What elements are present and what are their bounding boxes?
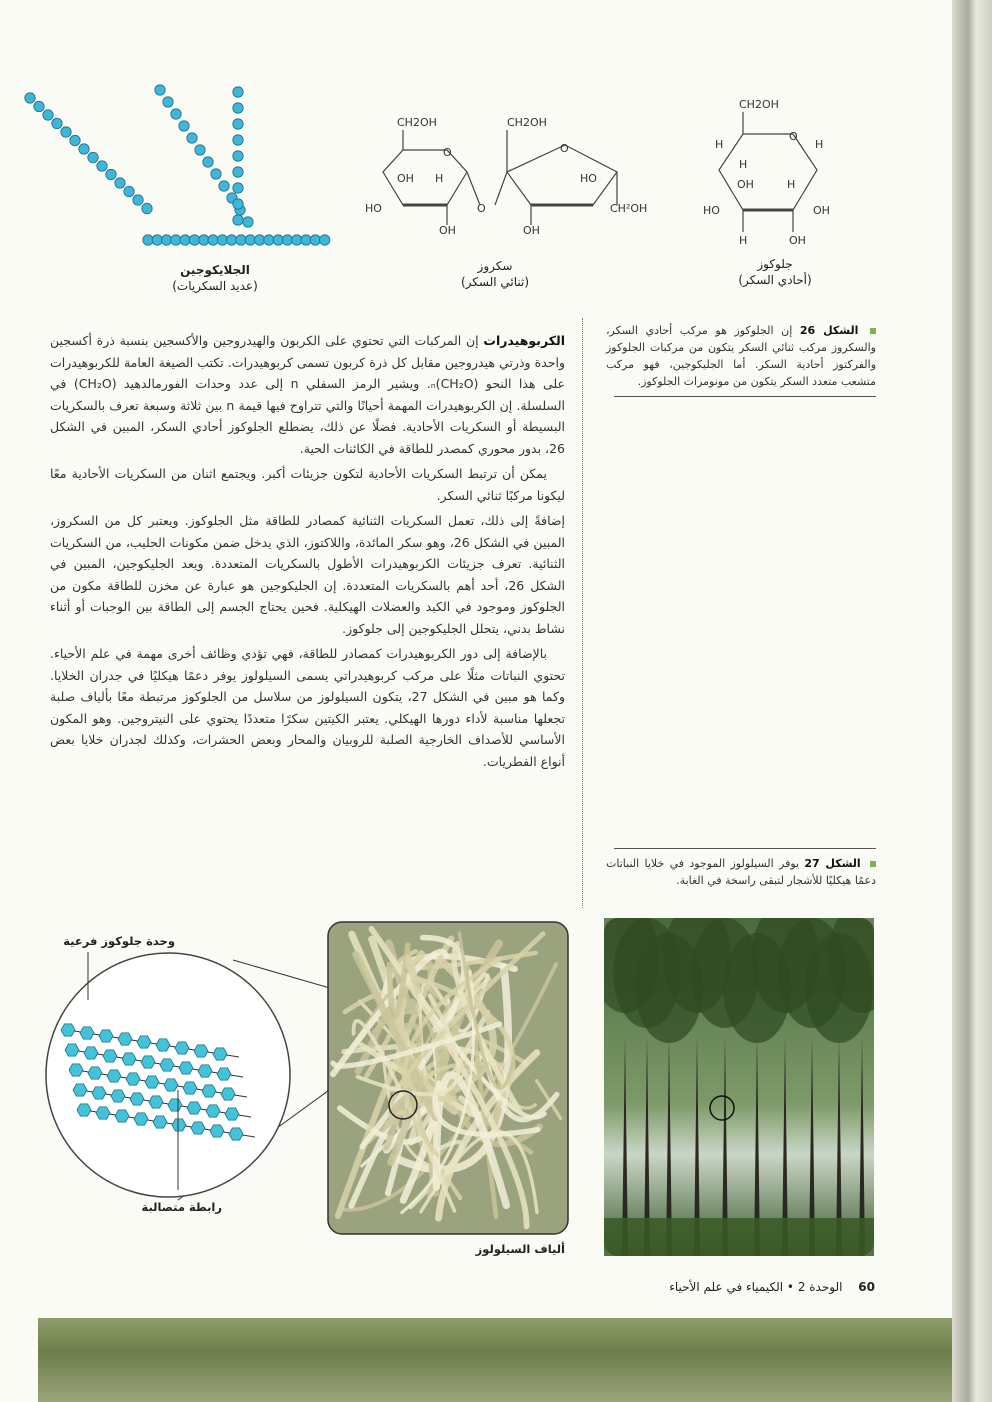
glucose-hexagon bbox=[194, 1045, 208, 1057]
glucose-hexagon bbox=[137, 1036, 151, 1048]
glucose-bead bbox=[282, 235, 292, 245]
caption-figure-26 bbox=[606, 322, 876, 397]
glucose-oh-2: OH bbox=[813, 204, 830, 217]
glucose-bead bbox=[97, 161, 107, 171]
glucose-hexagon bbox=[175, 1042, 189, 1054]
glucose-oh-3: OH bbox=[789, 234, 806, 247]
glucose-bead bbox=[124, 186, 134, 196]
glucose-oh-1: OH bbox=[737, 178, 754, 191]
sucrose-ch2oh-alt: CH²OH bbox=[610, 202, 648, 215]
sucrose-ho-1: HO bbox=[365, 202, 382, 215]
glucose-bead bbox=[264, 235, 274, 245]
glucose-bead bbox=[233, 167, 243, 177]
glucose-bead bbox=[227, 235, 237, 245]
glucose-hexagon bbox=[88, 1067, 102, 1079]
glucose-hexagon bbox=[73, 1084, 87, 1096]
sucrose-o-right: O bbox=[560, 142, 569, 155]
glucose-hexagon bbox=[141, 1056, 155, 1068]
glucose-bead bbox=[115, 178, 125, 188]
glucose-bead bbox=[233, 183, 243, 193]
glucose-bead bbox=[320, 235, 330, 245]
glucose-bead bbox=[34, 101, 44, 111]
glucose-hexagon bbox=[84, 1047, 98, 1059]
glucose-bead bbox=[142, 203, 152, 213]
glucose-ring bbox=[719, 134, 817, 210]
sucrose-ring-left bbox=[383, 150, 467, 205]
glucose-structure bbox=[695, 92, 855, 252]
sucrose-name: سكروز bbox=[477, 259, 513, 273]
magnified-circle bbox=[46, 953, 290, 1197]
glucose-bead bbox=[310, 235, 320, 245]
sucrose-ho-2: HO bbox=[580, 172, 597, 185]
glucose-ch2oh: CH2OH bbox=[739, 98, 779, 111]
glucose-bead bbox=[254, 235, 264, 245]
glucose-hexagon bbox=[202, 1085, 216, 1097]
glucose-bead bbox=[171, 235, 181, 245]
glucose-bead bbox=[52, 118, 62, 128]
branch-glucose-label: وحدة جلوكوز فرعية bbox=[63, 934, 175, 948]
cellulose-fibers-label: ألياف السيلولوز bbox=[475, 1242, 565, 1256]
term-carbohydrates: الكربوهيدرات bbox=[483, 333, 565, 348]
page-number: 60 bbox=[858, 1280, 875, 1294]
glycogen-illustration bbox=[20, 80, 340, 260]
glucose-hexagon bbox=[213, 1048, 227, 1060]
glucose-bead bbox=[233, 87, 243, 97]
glucose-hexagon bbox=[92, 1087, 106, 1099]
paragraph-4: بالإضافة إلى دور الكربوهيدرات كمصادر للطاقة، فهي تؤدي وظائف أخرى مهمة في علم الأحياء. تحتوي النباتات مثلًا على مركب كربوهيدراتي يسمى السيلولوز يوفر دعمًا هيكليًا في جدران الخلايا. وكما هو مبين في الشكل 27، يتكون السيلولوز من سلاسل من الجلوكوز مرتبطة معًا بألياف صلبة تجعلها مناسبة لأداء دورها الهيكلي. يعتبر الكيتين سكرًا متعددًا يحتوي على النيتروجين. وهو المكون الأساسي للأصداف الخارجية الصلبة للروبيان والمحار وبعض الحشرات، وكذلك لجدران خلايا بعض أنواع الفطريات. bbox=[50, 646, 566, 769]
sucrose-h-1: H bbox=[435, 172, 444, 185]
glucose-bead bbox=[88, 152, 98, 162]
glucose-hexagon bbox=[160, 1059, 174, 1071]
glucose-hexagon bbox=[65, 1044, 79, 1056]
glucose-hexagon bbox=[229, 1128, 243, 1140]
glucose-h-5: H bbox=[739, 234, 748, 247]
glucose-hexagon bbox=[191, 1122, 205, 1134]
sucrose-caption bbox=[440, 258, 550, 290]
glucose-hexagon bbox=[103, 1050, 117, 1062]
paragraph-carbohydrates bbox=[50, 330, 565, 459]
glucose-hexagon bbox=[111, 1090, 125, 1102]
glucose-bead bbox=[195, 145, 205, 155]
glucose-hexagon bbox=[183, 1082, 197, 1094]
glucose-ho: HO bbox=[703, 204, 720, 217]
glucose-bead bbox=[180, 235, 190, 245]
glucose-sub: (أحادي السكر) bbox=[738, 273, 812, 287]
glucose-bead bbox=[211, 169, 221, 179]
glucose-bead bbox=[25, 93, 35, 103]
caption-26-text: إن الجلوكوز هو مركب أحادي السكر، والسكروز مركب ثنائي السكر يتكون من مركبات الجلوكوز والفركتوز أحادية السكر. أما الجليكوجين، فهو مركب متشعب متعدد السكر يتكون من مونومرات الجلوكوز. bbox=[606, 324, 876, 388]
glucose-hexagon bbox=[107, 1070, 121, 1082]
page-edge bbox=[952, 0, 992, 1402]
caption-figure-27 bbox=[606, 848, 876, 889]
caption-27-text: يوفر السيلولوز الموجود في خلايا النباتات دعمًا هيكليًا للأشجار لتبقى راسخة في الغابة. bbox=[606, 857, 876, 887]
glucose-bead bbox=[152, 235, 162, 245]
caption-divider bbox=[614, 396, 876, 397]
glucose-h-1: H bbox=[715, 138, 724, 151]
sucrose-oh-1: OH bbox=[397, 172, 414, 185]
glucose-hexagon bbox=[187, 1102, 201, 1114]
glucose-hexagon bbox=[96, 1107, 110, 1119]
column-divider bbox=[582, 318, 583, 908]
glucose-hexagon bbox=[149, 1096, 163, 1108]
glucose-bead bbox=[161, 235, 171, 245]
caption-divider bbox=[614, 848, 876, 849]
glucose-hexagon bbox=[99, 1030, 113, 1042]
glycogen-caption bbox=[150, 262, 280, 294]
glucose-hexagon bbox=[126, 1073, 140, 1085]
glucose-hexagon bbox=[77, 1104, 91, 1116]
caption-27-label: الشكل 27 bbox=[804, 857, 861, 870]
glucose-bead bbox=[233, 199, 243, 209]
glucose-h-4: H bbox=[787, 178, 796, 191]
glucose-bead bbox=[133, 195, 143, 205]
forest-photo bbox=[604, 918, 874, 1256]
glucose-bead bbox=[106, 169, 116, 179]
glucose-bead bbox=[143, 235, 153, 245]
glucose-name: جلوكوز bbox=[757, 257, 793, 271]
glucose-bead bbox=[233, 135, 243, 145]
glucose-o: O bbox=[789, 130, 798, 143]
glucose-bead bbox=[245, 235, 255, 245]
glucose-hexagon bbox=[172, 1119, 186, 1131]
paragraph-3: إضافةً إلى ذلك، تعمل السكريات الثنائية كمصادر للطاقة مثل الجلوكوز. ويعتبر كل من السكروز، المبين في الشكل 26، وهو سكر المائدة، واللاكتوز، الذي يدخل ضمن مكونات الحليب، من السكريات الثنائية. تعرف جزيئات الكربوهيدرات الأطول بالسكريات المتعددة. ويعد الجليكوجين، المبين في الشكل 26، أحد أهم بالسكريات المتعددة. إن الجليكوجين هو عبارة عن مخزن للطاقة مكون من الجلوكوز وموجود في الكبد والعضلات الهيكلية. فحين يحتاج الجسم إلى الطاقة بين الوجبات أو أثناء نشاط بدني، يتحلل الجليكوجين إلى جلوكوز. bbox=[50, 513, 566, 636]
unit-title: الوحدة 2 • الكيمياء في علم الأحياء bbox=[669, 1280, 843, 1294]
glucose-hexagon bbox=[179, 1062, 193, 1074]
sucrose-oh-2: OH bbox=[439, 224, 456, 237]
glucose-bead bbox=[243, 217, 253, 227]
glucose-hexagon bbox=[69, 1064, 83, 1076]
glucose-bead bbox=[233, 215, 243, 225]
page-footer bbox=[560, 1280, 875, 1294]
glucose-bead bbox=[155, 85, 165, 95]
glucose-hexagon bbox=[153, 1116, 167, 1128]
glucose-bead bbox=[171, 109, 181, 119]
glucose-hexagon bbox=[118, 1033, 132, 1045]
glucose-hexagon bbox=[225, 1108, 239, 1120]
glucose-bead bbox=[179, 121, 189, 131]
glucose-hexagon bbox=[145, 1076, 159, 1088]
glucose-bead bbox=[163, 97, 173, 107]
glucose-bead bbox=[273, 235, 283, 245]
glucose-h-3: H bbox=[739, 158, 748, 171]
glucose-bead bbox=[70, 135, 80, 145]
glucose-hexagon bbox=[115, 1110, 129, 1122]
sucrose-ch2oh-right: CH2OH bbox=[507, 116, 547, 129]
glucose-hexagon bbox=[206, 1105, 220, 1117]
glucose-bead bbox=[219, 181, 229, 191]
glucose-bead bbox=[217, 235, 227, 245]
sucrose-sub: (ثنائي السكر) bbox=[460, 275, 530, 289]
glucose-bead bbox=[189, 235, 199, 245]
glucose-hexagon bbox=[198, 1065, 212, 1077]
glucose-hexagon bbox=[164, 1079, 178, 1091]
glucose-bead bbox=[301, 235, 311, 245]
glucose-bead bbox=[236, 235, 246, 245]
sucrose-oh-3: OH bbox=[523, 224, 540, 237]
glucose-bead bbox=[199, 235, 209, 245]
glucose-bead bbox=[208, 235, 218, 245]
glucose-bead bbox=[43, 110, 53, 120]
glucose-hexagon bbox=[210, 1125, 224, 1137]
glucose-bead bbox=[79, 144, 89, 154]
glucose-bead bbox=[292, 235, 302, 245]
sucrose-structure bbox=[355, 110, 665, 250]
glucose-bead bbox=[203, 157, 213, 167]
bottom-band bbox=[38, 1318, 952, 1402]
glucose-bead bbox=[61, 127, 71, 137]
glycogen-sub: (عديد السكريات) bbox=[172, 279, 258, 293]
glucose-bead bbox=[187, 133, 197, 143]
glucose-bead bbox=[233, 119, 243, 129]
caption-26-label: الشكل 26 bbox=[799, 324, 859, 337]
glucose-hexagon bbox=[130, 1093, 144, 1105]
glucose-bead bbox=[233, 103, 243, 113]
sucrose-ch2oh-left: CH2OH bbox=[397, 116, 437, 129]
glucose-hexagon bbox=[217, 1068, 231, 1080]
glucose-hexagon bbox=[61, 1024, 75, 1036]
paragraph-2: يمكن أن ترتبط السكريات الأحادية لتكون جزيئات أكبر. ويجتمع اثنان من السكريات الأحادية معًا ليكونا مركبًا ثنائي السكر. bbox=[50, 466, 565, 503]
crosslink-label: رابطة متصالبة bbox=[141, 1200, 222, 1214]
glucose-hexagon bbox=[80, 1027, 94, 1039]
glucose-hexagon bbox=[221, 1088, 235, 1100]
caption-bullet bbox=[870, 328, 876, 334]
glucose-hexagon bbox=[168, 1099, 182, 1111]
body-text bbox=[50, 330, 565, 776]
glucose-hexagon bbox=[156, 1039, 170, 1051]
glucose-hexagon bbox=[134, 1113, 148, 1125]
glucose-h-2: H bbox=[815, 138, 824, 151]
glucose-bead bbox=[233, 151, 243, 161]
paragraph-1-text: إن المركبات التي تحتوي على الكربون والهيدروجين والأكسجين بنسبة ذرة أكسجين واحدة وذرتي هيدروجين مقابل كل ذرة كربون تسمى كربوهيدرات. تكتب الصيغة العامة للكربوهيدرات على هذا النحو (CH₂O)ₙ. ويشير الرمز السفلي n إلى عدد وحدات الفورمالدهيد (CH₂O) في السلسلة. إن الكربوهيدرات المهمة أحيانًا والتي تتراوح فيها قيمة n بين ثلاثة وسبعة تعرف بالسكريات البسيطة أو السكريات الأحادية. فضلًا عن ذلك، يضطلع الجلوكوز أحادي السكر، المبين في الشكل 26، بدور محوري كمصدر للطاقة في الكائنات الحية. bbox=[50, 333, 565, 456]
sucrose-o-left: O bbox=[443, 146, 452, 159]
glucose-hexagon bbox=[122, 1053, 136, 1065]
glycogen-name: الجلايكوجين bbox=[180, 263, 250, 277]
caption-bullet bbox=[870, 861, 876, 867]
sucrose-o-bridge: O bbox=[477, 202, 486, 215]
glucose-caption bbox=[720, 256, 830, 288]
